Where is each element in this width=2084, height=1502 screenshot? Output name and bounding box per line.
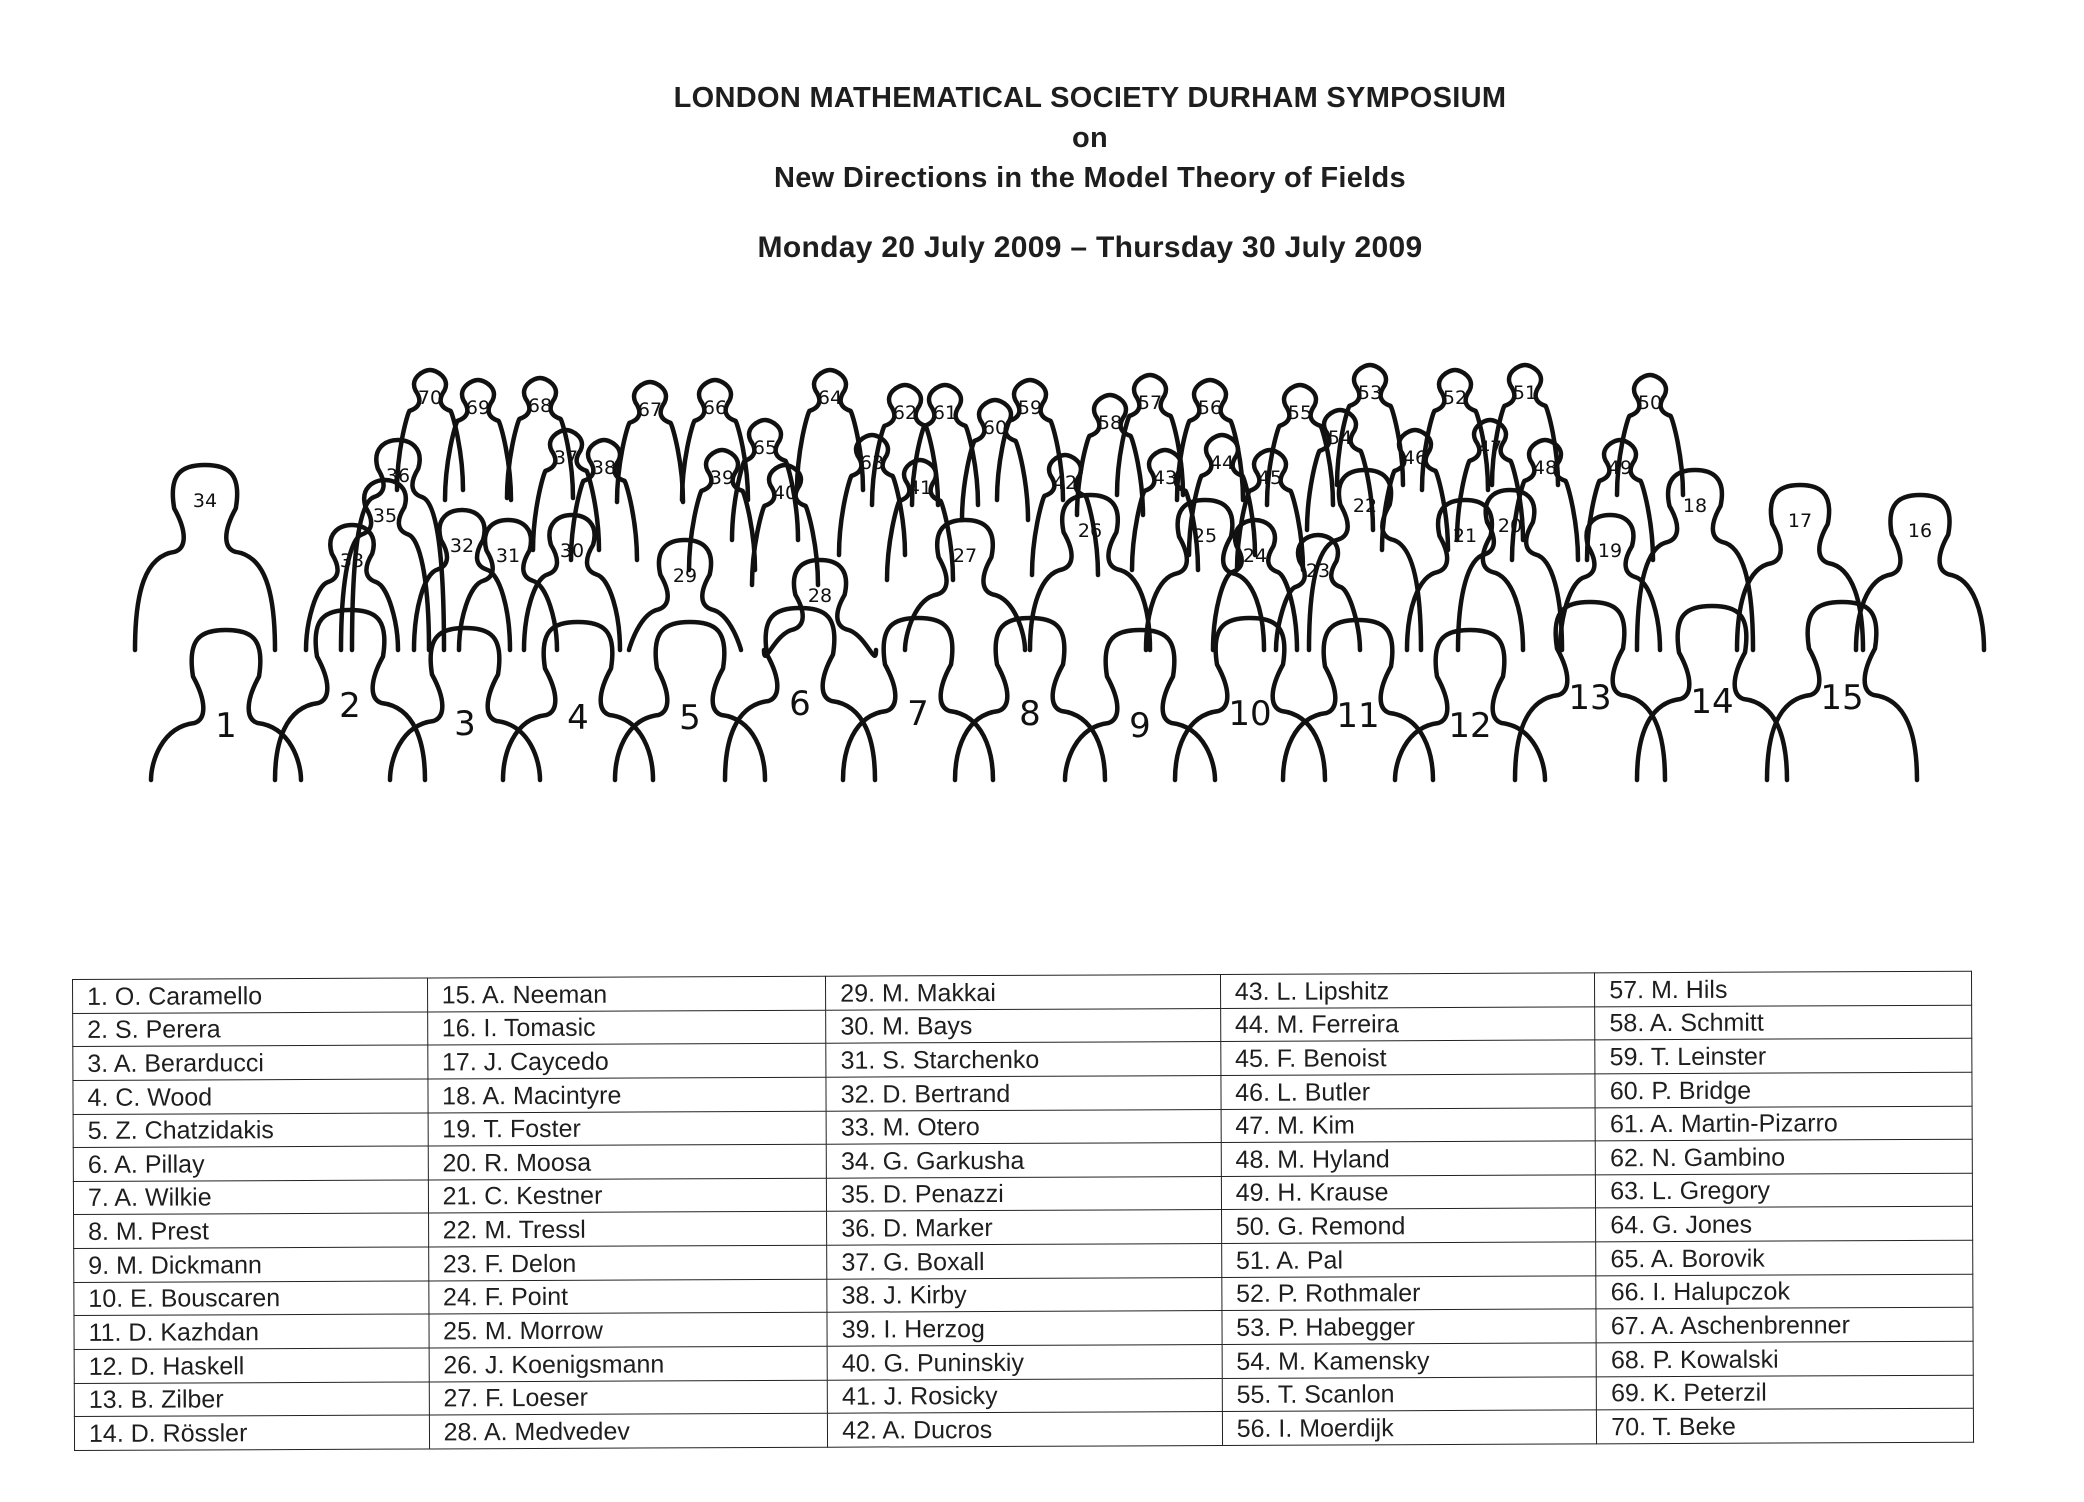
silhouette-number: 42 <box>1052 472 1078 494</box>
silhouette-number: 57 <box>1137 392 1163 414</box>
silhouette-number: 21 <box>1452 525 1478 547</box>
participant-cell: 3. A. Berarducci <box>73 1045 428 1080</box>
person-silhouette <box>1065 630 1215 780</box>
silhouette-number: 47 <box>1477 437 1503 459</box>
silhouette-number: 54 <box>1327 427 1353 449</box>
participant-cell: 48. M. Hyland <box>1221 1141 1596 1176</box>
participant-cell: 45. F. Benoist <box>1221 1040 1596 1075</box>
silhouette-number: 49 <box>1607 457 1633 479</box>
participant-cell: 65. A. Borovik <box>1596 1240 1973 1275</box>
silhouette-number: 59 <box>1017 397 1043 419</box>
participant-cell: 64. G. Jones <box>1596 1207 1973 1242</box>
silhouette-number: 48 <box>1532 457 1558 479</box>
document-header <box>0 78 2084 268</box>
person-silhouette <box>905 520 1025 650</box>
participant-cell: 29. M. Makkai <box>826 974 1221 1009</box>
silhouette-number: 61 <box>932 402 958 424</box>
silhouette-number: 67 <box>637 399 663 421</box>
participant-cell: 58. A. Schmitt <box>1595 1005 1972 1040</box>
participant-cell: 35. D. Penazzi <box>827 1176 1222 1211</box>
silhouette-number: 38 <box>591 457 617 479</box>
silhouette-number: 10 <box>1228 694 1272 734</box>
silhouette-number: 51 <box>1512 382 1538 404</box>
title-connector: on <box>1071 122 1109 154</box>
silhouette-number: 69 <box>465 397 491 419</box>
participant-cell: 33. M. Otero <box>826 1109 1221 1144</box>
silhouette-number: 60 <box>982 417 1008 439</box>
silhouette-number: 66 <box>702 397 728 419</box>
silhouette-number: 24 <box>1242 545 1268 567</box>
participant-cell: 54. M. Kamensky <box>1222 1343 1597 1378</box>
silhouette-number: 1 <box>215 706 237 746</box>
silhouette-number: 68 <box>527 395 553 417</box>
participant-cell: 22. M. Tressl <box>428 1212 827 1247</box>
silhouette-number: 52 <box>1442 387 1468 409</box>
silhouette-number: 22 <box>1352 495 1378 517</box>
silhouette-number: 25 <box>1192 525 1218 547</box>
participant-cell: 19. T. Foster <box>428 1111 827 1146</box>
participant-cell: 21. C. Kestner <box>428 1178 827 1213</box>
silhouette-number: 18 <box>1682 495 1708 517</box>
participant-cell: 18. A. Macintyre <box>428 1077 827 1112</box>
participant-cell: 16. I. Tomasic <box>427 1010 826 1045</box>
participant-cell: 66. I. Halupczok <box>1596 1274 1973 1309</box>
participant-cell: 8. M. Prest <box>74 1213 429 1248</box>
participant-cell: 11. D. Kazhdan <box>74 1314 429 1349</box>
participant-cell: 1. O. Caramello <box>73 978 428 1013</box>
silhouette-number: 9 <box>1129 706 1151 746</box>
silhouette-number: 13 <box>1568 678 1612 718</box>
participant-cell: 44. M. Ferreira <box>1220 1006 1595 1041</box>
silhouette-number: 45 <box>1257 467 1283 489</box>
silhouette-number: 27 <box>952 545 978 567</box>
silhouette-number: 62 <box>892 402 918 424</box>
participant-cell: 12. D. Haskell <box>74 1348 429 1383</box>
participant-table <box>72 971 1974 1451</box>
participant-cell: 10. E. Bouscaren <box>74 1281 429 1316</box>
silhouette-number: 37 <box>553 447 579 469</box>
participant-cell: 47. M. Kim <box>1221 1107 1596 1142</box>
participant-cell: 51. A. Pal <box>1221 1242 1596 1277</box>
silhouette-number: 41 <box>907 477 933 499</box>
participant-cell: 2. S. Perera <box>73 1012 428 1047</box>
participant-cell: 53. P. Habegger <box>1222 1309 1597 1344</box>
participant-cell: 28. A. Medvedev <box>429 1414 828 1449</box>
silhouette-number: 6 <box>789 684 811 724</box>
silhouette-number: 65 <box>752 437 778 459</box>
silhouette-number: 70 <box>417 387 443 409</box>
participant-cell: 42. A. Ducros <box>828 1412 1223 1447</box>
participant-cell: 68. P. Kowalski <box>1596 1341 1973 1376</box>
group-photo-key-diagram <box>0 340 2084 820</box>
silhouette-number: 3 <box>454 704 476 744</box>
participant-cell: 69. K. Peterzil <box>1597 1375 1974 1410</box>
silhouette-number: 30 <box>559 540 585 562</box>
silhouette-number: 19 <box>1597 540 1623 562</box>
silhouette-number: 4 <box>567 698 589 738</box>
silhouette-number: 5 <box>679 698 701 738</box>
person-silhouette <box>629 540 741 650</box>
silhouette-number: 23 <box>1305 560 1331 582</box>
silhouette-number: 39 <box>709 467 735 489</box>
participant-cell: 41. J. Rosicky <box>827 1378 1222 1413</box>
silhouette-number: 53 <box>1357 382 1383 404</box>
silhouette-number: 28 <box>807 585 833 607</box>
participant-cell: 57. M. Hils <box>1595 971 1972 1006</box>
silhouette-number: 55 <box>1287 402 1313 424</box>
silhouette-number: 8 <box>1019 694 1041 734</box>
participant-cell: 15. A. Neeman <box>427 976 826 1011</box>
silhouette-number: 17 <box>1787 510 1813 532</box>
silhouette-number: 7 <box>907 694 929 734</box>
silhouette-number: 36 <box>385 465 411 487</box>
silhouette-number: 56 <box>1197 397 1223 419</box>
participant-cell: 27. F. Loeser <box>429 1380 828 1415</box>
participant-cell: 59. T. Leinster <box>1595 1038 1972 1073</box>
participant-cell: 52. P. Rothmaler <box>1222 1276 1597 1311</box>
participant-cell: 25. M. Morrow <box>429 1313 828 1348</box>
participant-cell: 14. D. Rössler <box>74 1415 429 1450</box>
silhouette-number: 12 <box>1448 706 1492 746</box>
person-silhouette <box>1458 490 1562 650</box>
participant-cell: 40. G. Puninskiy <box>827 1345 1222 1380</box>
participant-cell: 62. N. Gambino <box>1596 1139 1973 1174</box>
participant-cell: 43. L. Lipshitz <box>1220 973 1595 1008</box>
silhouette-number: 64 <box>817 387 843 409</box>
symposium-title: LONDON MATHEMATICAL SOCIETY DURHAM SYMPOSIUM <box>673 82 1507 114</box>
silhouette-number: 43 <box>1152 467 1178 489</box>
participant-cell: 17. J. Caycedo <box>427 1043 826 1078</box>
person-silhouette <box>1276 535 1360 650</box>
participant-cell: 32. D. Bertrand <box>826 1075 1221 1110</box>
participant-cell: 30. M. Bays <box>826 1008 1221 1043</box>
participant-cell: 24. F. Point <box>428 1279 827 1314</box>
silhouette-number: 15 <box>1820 678 1864 718</box>
participant-cell: 46. L. Butler <box>1221 1074 1596 1109</box>
participant-cell: 39. I. Herzog <box>827 1311 1222 1346</box>
silhouette-number: 44 <box>1209 452 1235 474</box>
silhouette-number: 34 <box>192 490 218 512</box>
table-row <box>74 1409 1973 1451</box>
participant-cell: 23. F. Delon <box>428 1245 827 1280</box>
participant-cell: 26. J. Koenigsmann <box>429 1346 828 1381</box>
participant-cell: 9. M. Dickmann <box>74 1247 429 1282</box>
silhouette-number: 2 <box>339 686 361 726</box>
participant-cell: 36. D. Marker <box>827 1210 1222 1245</box>
silhouette-number: 20 <box>1497 515 1523 537</box>
participant-cell: 31. S. Starchenko <box>826 1042 1221 1077</box>
participant-cell: 70. T. Beke <box>1597 1409 1974 1444</box>
participant-cell: 37. G. Boxall <box>827 1244 1222 1279</box>
symposium-dates: Monday 20 July 2009 – Thursday 30 July 2009 <box>757 231 1423 264</box>
participant-cell: 13. B. Zilber <box>74 1382 429 1417</box>
participant-cell: 67. A. Aschenbrenner <box>1596 1308 1973 1343</box>
silhouette-number: 29 <box>672 565 698 587</box>
participant-cell: 34. G. Garkusha <box>826 1143 1221 1178</box>
silhouette-number: 11 <box>1336 696 1380 736</box>
participant-cell: 7. A. Wilkie <box>73 1180 428 1215</box>
silhouette-number: 63 <box>859 452 885 474</box>
person-silhouette <box>1395 630 1545 780</box>
participant-cell: 63. L. Gregory <box>1596 1173 1973 1208</box>
participant-cell: 4. C. Wood <box>73 1079 428 1114</box>
silhouette-number: 14 <box>1690 682 1734 722</box>
silhouette-number: 46 <box>1402 447 1428 469</box>
silhouette-number: 16 <box>1907 520 1933 542</box>
participant-cell: 6. A. Pillay <box>73 1146 428 1181</box>
participant-cell: 49. H. Krause <box>1221 1175 1596 1210</box>
participant-cell: 50. G. Remond <box>1221 1208 1596 1243</box>
participant-cell: 20. R. Moosa <box>428 1144 827 1179</box>
silhouette-number: 32 <box>449 535 475 557</box>
silhouette-number: 26 <box>1077 520 1103 542</box>
participant-cell: 5. Z. Chatzidakis <box>73 1113 428 1148</box>
silhouette-number: 40 <box>772 482 798 504</box>
silhouette-number: 31 <box>495 545 521 567</box>
silhouette-number: 35 <box>372 505 398 527</box>
silhouette-number: 33 <box>339 550 365 572</box>
participant-cell: 38. J. Kirby <box>827 1277 1222 1312</box>
silhouette-number: 50 <box>1637 392 1663 414</box>
participant-cell: 61. A. Martin-Pizarro <box>1595 1106 1972 1141</box>
participant-cell: 60. P. Bridge <box>1595 1072 1972 1107</box>
silhouette-number: 58 <box>1097 412 1123 434</box>
symposium-subtitle: New Directions in the Model Theory of Fields <box>774 162 1406 194</box>
participant-cell: 55. T. Scanlon <box>1222 1377 1597 1412</box>
participant-cell: 56. I. Moerdijk <box>1222 1410 1597 1445</box>
